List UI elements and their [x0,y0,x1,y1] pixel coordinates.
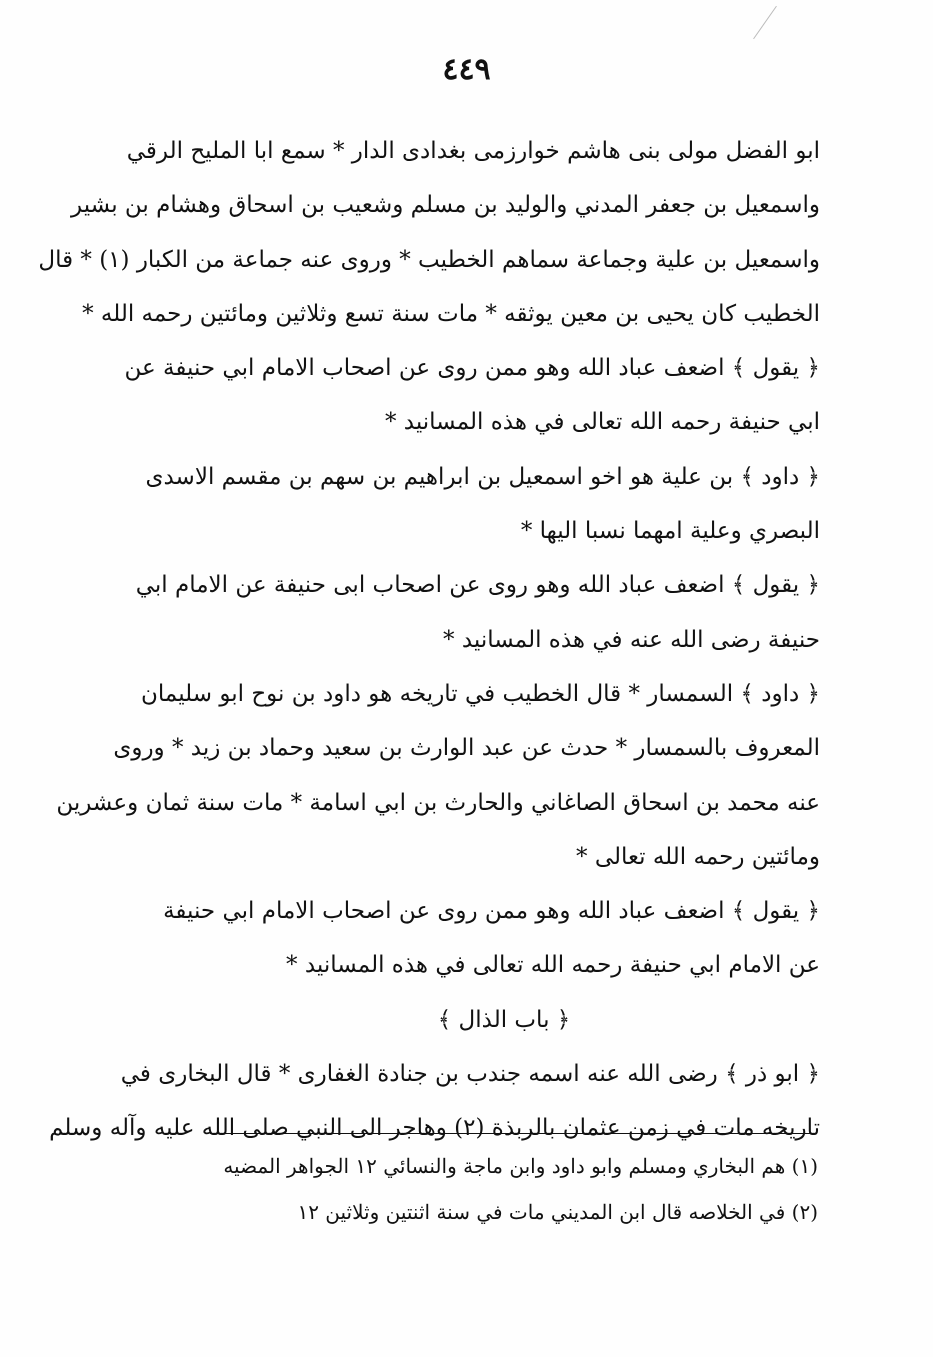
text-line: ابو الفضل مولى بنى هاشم خوارزمى بغدادى الدار * سمع ابا المليح الرقي [126,138,820,164]
text-line: واسمعيل بن علية وجماعة سماهم الخطيب * وروى عنه جماعة من الكبار (١) * قال [38,246,820,273]
footnote-divider [210,1133,810,1134]
text-line: ﴿ ابو ذر ﴾ رضى الله عنه اسمه جندب بن جنادة الغفارى * قال البخارى في [120,1061,820,1088]
text-line: ﴿ يقول ﴾ اضعف عباد الله وهو ممن روى عن اصحاب الامام ابي حنيفة [163,898,820,925]
text-line: الخطيب كان يحيى بن معين يوثقه * مات سنة تسع وثلاثين ومائتين رحمه الله * [82,300,820,327]
text-line: المعروف بالسمسار * حدث عن عبد الوارث بن سعيد وحماد بن زيد * وروى [113,735,820,762]
section-heading: ﴿ باب الذال ﴾ [437,1006,571,1033]
text-line: البصري وعلية امهما نسبا اليها * [520,518,820,545]
text-line: ابي حنيفة رحمه الله تعالى في هذه المسانيد * [384,409,820,436]
text-line: ومائتين رحمه الله تعالى * [576,843,820,870]
text-line: ﴿ يقول ﴾ اضعف عباد الله وهو روى عن اصحاب ابى حنيفة عن الامام ابي [135,572,820,599]
text-line: ﴿ داود ﴾ السمسار * قال الخطيب في تاريخه هو داود بن نوح ابو سليمان [141,680,820,707]
text-line: عنه محمد بن اسحاق الصاغاني والحارث بن ابي اسامة * مات سنة ثمان وعشرين [56,789,820,816]
footnotes [223,1143,818,1235]
text-line: ﴿ يقول ﴾ اضعف عباد الله وهو ممن روى عن اصحاب الامام ابي حنيفة عن [124,355,820,382]
footnote: (٢) في الخلاصه قال ابن المديني مات في سنة اثنتين وثلاثين ١٢ [297,1200,818,1224]
text-line: ﴿ داود ﴾ بن علية هو اخو اسمعيل بن ابراهيم بن سهم بن مقسم الاسدى [145,463,820,490]
text-line: واسمعيل بن جعفر المدني والوليد بن مسلم وشعيب بن اسحاق وهشام بن بشير [71,192,820,219]
page-number: ٤٤٩ [442,52,491,87]
footnote: (١) هم البخاري ومسلم وابو داود وابن ماجة والنسائي ١٢ الجواهر المضيه [223,1154,818,1178]
text-line: تاريخه مات في زمن عثمان بالربذة (٢) وهاجر الى النبي صلى الله عليه وآله وسلم [49,1115,820,1142]
text-line: عن الامام ابي حنيفة رحمه الله تعالى في هذه المسانيد * [286,952,820,979]
body-text [38,124,820,1156]
stray-mark [753,6,777,39]
text-line: حنيفة رضى الله عنه في هذه المسانيد * [443,626,820,653]
